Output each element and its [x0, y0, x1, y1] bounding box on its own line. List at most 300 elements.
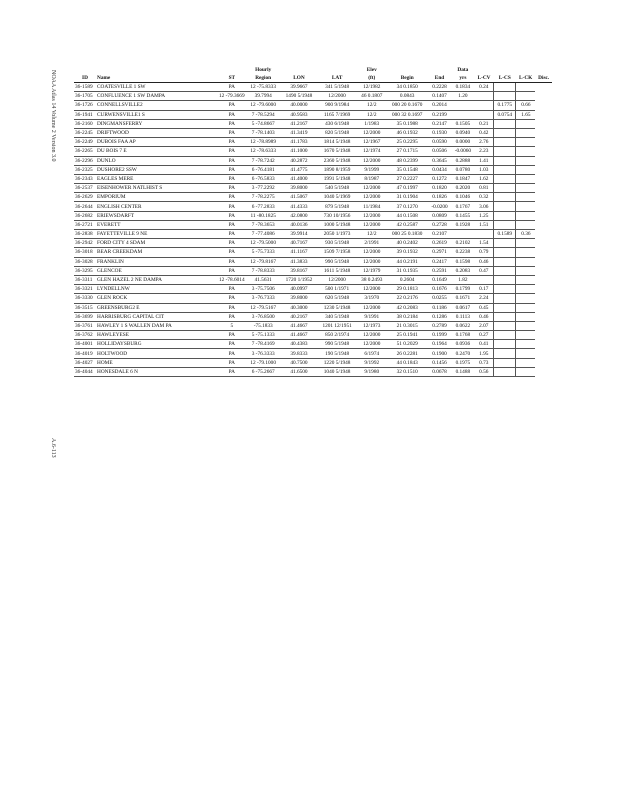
header-cell-top	[475, 66, 494, 74]
table-cell	[516, 193, 535, 202]
table-cell: HAWLEYESE	[96, 331, 218, 340]
table-cell: 0.24	[475, 83, 494, 92]
table-cell: -75.1833	[246, 321, 281, 330]
table-cell	[494, 312, 516, 321]
table-row	[74, 92, 552, 101]
table-cell	[516, 174, 535, 183]
table-cell: 2.07	[475, 321, 494, 330]
table-cell: 7 -78.2275	[246, 193, 281, 202]
table-cell: 12 -79.1000	[246, 358, 281, 367]
table-cell: 7 -78.7242	[246, 156, 281, 165]
table-cell: 25 0.2295	[387, 138, 428, 147]
table-cell: 12/2000	[357, 156, 387, 165]
table-cell: 36-2682	[74, 211, 96, 220]
table-cell: 11 -80.1825	[246, 211, 281, 220]
table-cell: 36-1705	[74, 92, 96, 101]
table-cell: 12/2000	[357, 220, 387, 229]
header-cell-top	[281, 66, 317, 74]
table-cell: 31 0.1935	[387, 266, 428, 275]
table-cell: 36-2265	[74, 147, 96, 156]
table-cell: 0.0754	[494, 110, 516, 119]
table-cell: 0.0809	[428, 211, 451, 220]
table-cell: 0.56	[475, 367, 494, 376]
table-cell: 11/1984	[357, 202, 387, 211]
table-cell: 0.47	[475, 266, 494, 275]
header-cell: LAT	[317, 74, 357, 83]
table-cell	[494, 321, 516, 330]
table-cell	[516, 147, 535, 156]
table-cell: 1.54	[475, 239, 494, 248]
table-cell: 31 0.1904	[387, 193, 428, 202]
table-cell	[516, 312, 535, 321]
header-cell-top: Elev	[366, 67, 377, 73]
table-cell: 0.1649	[428, 275, 451, 284]
table-cell: PA	[218, 266, 246, 275]
table-cell: 0.2728	[428, 220, 451, 229]
table-cell: 0.1928	[451, 220, 474, 229]
table-cell: HOLTWOOD	[96, 349, 218, 358]
table-cell: 0.1767	[451, 202, 474, 211]
table-cell: 39 0.1932	[387, 248, 428, 257]
table-cell: 36-2537	[74, 184, 96, 193]
table-cell: DRIFTWOOD	[96, 128, 218, 137]
table-cell: 40.0997	[281, 285, 317, 294]
table-cell: 36-3330	[74, 294, 96, 303]
table-cell: 0.41	[475, 340, 494, 349]
table-cell	[451, 101, 474, 110]
header-cell: Begin	[387, 74, 428, 83]
table-cell: 36-3028	[74, 257, 96, 266]
table-cell: 39.9667	[281, 83, 317, 92]
table-cell: PA	[218, 165, 246, 174]
header-cell-top	[387, 66, 428, 74]
table-cell: 12/2000	[357, 303, 387, 312]
table-cell: 0.2789	[428, 321, 451, 330]
table-cell	[516, 285, 535, 294]
table-cell: 0.1768	[451, 331, 474, 340]
table-cell: 37 0.1270	[387, 202, 428, 211]
table-cell: 36-1726	[74, 101, 96, 110]
table-cell: 12/2000	[317, 275, 357, 284]
table-cell: DINGMANSFERRY	[96, 119, 218, 128]
table-cell: PA	[218, 248, 246, 257]
table-cell: PA	[218, 110, 246, 119]
table-cell: 730 10/1956	[317, 211, 357, 220]
table-cell: 1890 8/1959	[317, 165, 357, 174]
table-cell: 1.41	[475, 156, 494, 165]
table-cell: 7 -77.4086	[246, 230, 281, 239]
table-cell: 7 -78.3653	[246, 220, 281, 229]
table-cell	[494, 211, 516, 220]
table-cell	[494, 193, 516, 202]
table-cell: 2.76	[475, 138, 494, 147]
table-cell: 36-2325	[74, 165, 96, 174]
table-cell: 12 -79.3669	[219, 93, 245, 100]
table-cell: 36-3762	[74, 331, 96, 340]
table-cell: 0.1964	[428, 340, 451, 349]
table-cell: 36-2296	[74, 156, 96, 165]
table-cell: 0.27	[475, 331, 494, 340]
table-cell: 27 0.2227	[387, 174, 428, 183]
table-cell: 12 -79.6000	[246, 101, 281, 110]
table-cell: 0.45	[475, 303, 494, 312]
table-cell: 0.2888	[451, 156, 474, 165]
header-cell-top	[96, 66, 218, 74]
table-cell: 46 0.1807	[357, 92, 387, 101]
table-cell: 0.1113	[451, 312, 474, 321]
table-cell: PA	[218, 119, 246, 128]
table-cell: HAWLEY 1 S WALLEN DAM PA	[96, 321, 218, 330]
table-cell	[451, 110, 474, 119]
header-cell-top: Data	[457, 67, 469, 73]
table-cell: PA	[218, 156, 246, 165]
table-cell: 12 -78.8989	[246, 138, 281, 147]
table-cell	[494, 138, 516, 147]
table-cell: 0.81	[475, 184, 494, 193]
table-cell	[494, 367, 516, 376]
table-cell	[516, 349, 535, 358]
table-row	[74, 312, 552, 321]
table-cell: 0.1589	[494, 230, 516, 239]
table-cell: 0.3645	[428, 156, 451, 165]
table-cell: BEAR CREEKDAM	[96, 248, 218, 257]
table-cell: 1991 5/1948	[317, 174, 357, 183]
table-cell: 9/1999	[357, 165, 387, 174]
table-cell: 0.0506	[428, 147, 451, 156]
table-cell	[451, 230, 474, 239]
table-cell: 51 0.2029	[387, 340, 428, 349]
table-cell	[516, 138, 535, 147]
table-cell: 340 5/1948	[317, 312, 357, 321]
table-cell: PA	[218, 285, 246, 294]
table-cell	[516, 294, 535, 303]
table-cell: COATESVILLE 1 SW	[96, 83, 218, 92]
table-cell: 12 -79.8167	[246, 257, 281, 266]
table-cell: 1.20	[451, 92, 474, 101]
table-cell: 1201 12/1951	[317, 321, 357, 330]
table-cell: 12/2000	[357, 193, 387, 202]
table-cell: 000 20 0.1670	[387, 101, 428, 110]
table-cell: 41.3833	[281, 257, 317, 266]
table-cell	[516, 303, 535, 312]
table-cell: 39.8000	[281, 184, 317, 193]
header-cell-top	[516, 66, 535, 74]
table-cell: GLENCOE	[96, 266, 218, 275]
table-cell: 0.1272	[428, 174, 451, 183]
table-cell: PA	[218, 83, 246, 92]
header-cell: yrs	[451, 74, 474, 83]
table-cell: 0.1834	[451, 83, 474, 92]
table-row	[74, 239, 552, 248]
table-cell: 36-4044	[74, 367, 96, 376]
table-cell	[516, 275, 535, 284]
table-cell: 0.1820	[428, 184, 451, 193]
table-cell	[516, 119, 535, 128]
table-cell: 0.2971	[428, 248, 451, 257]
table-cell: 36-3311	[74, 275, 96, 284]
table-row	[74, 202, 552, 211]
table-cell: 36-3321	[74, 285, 96, 294]
table-row	[74, 266, 552, 275]
table-cell: 1.65	[516, 110, 535, 119]
table-cell	[516, 367, 535, 376]
table-row	[74, 257, 552, 266]
table-cell: 40 0.2402	[387, 239, 428, 248]
table-cell: 1230 5/1948	[317, 303, 357, 312]
table-cell: 6/1974	[357, 349, 387, 358]
table-cell: 36-2644	[74, 202, 96, 211]
table-cell: 879 5/1948	[317, 202, 357, 211]
table-cell: 40.7500	[281, 358, 317, 367]
table-cell: 12/1979	[357, 266, 387, 275]
header-cell: L-CV	[475, 74, 494, 83]
table-cell: 0.1930	[428, 128, 451, 137]
table-cell	[516, 184, 535, 193]
table-row	[74, 165, 552, 174]
table-cell: 0.1046	[451, 193, 474, 202]
table-cell	[494, 331, 516, 340]
header-cell: ID	[74, 74, 96, 83]
table-cell	[494, 147, 516, 156]
table-cell: 0.36	[516, 230, 535, 239]
table-cell: 36-2942	[74, 239, 96, 248]
table-cell: 9/1980	[357, 367, 387, 376]
table-cell	[494, 119, 516, 128]
table-cell: 3 -76.7333	[246, 294, 281, 303]
table-cell: 0.0936	[451, 340, 474, 349]
table-cell: 3.06	[475, 202, 494, 211]
table-cell	[494, 285, 516, 294]
table-cell: 39.7994	[246, 92, 281, 101]
table-row	[74, 101, 552, 110]
table-cell: PA	[218, 303, 246, 312]
table-cell: 0.1286	[428, 312, 451, 321]
table-cell: 930 5/1948	[317, 239, 357, 248]
table-cell	[494, 266, 516, 275]
table-cell: EISENHOWER NATLHIST S	[96, 184, 218, 193]
table-cell: 0.1826	[428, 193, 451, 202]
table-row	[74, 340, 552, 349]
table-cell: 0.0434	[428, 165, 451, 174]
table-cell	[475, 92, 494, 101]
table-cell: FRANKLIN	[96, 257, 218, 266]
table-cell: 0.1975	[451, 358, 474, 367]
table-cell: 0.79	[475, 248, 494, 257]
table-cell	[516, 156, 535, 165]
header-cell: Disc.	[535, 74, 552, 83]
table-cell: 500 1/1971	[317, 285, 357, 294]
table-cell: PA	[218, 340, 246, 349]
table-cell: PA	[218, 193, 246, 202]
header-cell-top: Hourly	[255, 67, 272, 73]
table-cell: 1611 5/1948	[317, 266, 357, 275]
table-cell: 430 6/1948	[317, 119, 357, 128]
table-cell: PA	[218, 367, 246, 376]
table-cell: 12 -79.5000	[246, 239, 281, 248]
table-cell: FAYETTEVILLE 9 NE	[96, 230, 218, 239]
table-cell: 41.5631	[246, 275, 281, 284]
table-cell	[494, 248, 516, 257]
table-cell: 41.4333	[281, 202, 317, 211]
table-cell: 341 5/1948	[317, 83, 357, 92]
table-cell: 1.25	[475, 211, 494, 220]
table-cell: 5 -75.7333	[246, 248, 281, 257]
table-cell: 12/2000	[317, 92, 357, 101]
table-cell: 2.23	[475, 147, 494, 156]
table-cell: 36-3699	[74, 312, 96, 321]
table-cell: PA	[218, 184, 246, 193]
table-cell	[494, 358, 516, 367]
table-cell: 3 -76.3333	[246, 349, 281, 358]
table-cell: PA	[218, 331, 246, 340]
table-cell: 12/1967	[357, 138, 387, 147]
table-cell: 0.2604	[387, 275, 428, 284]
table-cell	[494, 303, 516, 312]
table-header-row	[74, 74, 552, 83]
table-cell: PA	[218, 138, 246, 147]
table-cell: 12/1973	[357, 321, 387, 330]
table-cell: 000 32 0.1697	[387, 110, 428, 119]
table-cell: PA	[218, 230, 246, 239]
table-cell: 27 0.1715	[387, 147, 428, 156]
table-cell: 44 0.1843	[387, 358, 428, 367]
table-cell: 12/2000	[357, 331, 387, 340]
table-cell: CURWENSVILLE1 S	[96, 110, 218, 119]
table-row	[74, 174, 552, 183]
table-cell	[516, 257, 535, 266]
table-cell: 12/2000	[357, 340, 387, 349]
table-cell: 5 -74.8667	[246, 119, 281, 128]
table-cell: 42 0.2083	[387, 303, 428, 312]
table-cell: HARRISBURG CAPITAL CIT	[96, 312, 218, 321]
table-cell: 41.4667	[281, 331, 317, 340]
table-cell	[516, 92, 535, 101]
table-cell: 1040 5/1948	[317, 367, 357, 376]
table-cell: 0.0000	[451, 138, 474, 147]
table-cell: 0.1455	[451, 211, 474, 220]
table-cell: 0.0590	[428, 138, 451, 147]
table-cell: 850 2/1974	[317, 331, 357, 340]
header-cell-top	[317, 66, 357, 74]
table-cell: PA	[218, 257, 246, 266]
table-cell: 0.1847	[451, 174, 474, 183]
table-cell: 1.03	[475, 165, 494, 174]
table-cell: 0.2619	[428, 239, 451, 248]
table-cell	[516, 321, 535, 330]
table-cell	[516, 202, 535, 211]
table-cell: 36-2838	[74, 230, 96, 239]
table-cell: 0.17	[475, 285, 494, 294]
vertical-document-label: NOAA Atlas 14 Volume 2 Version 3.0	[50, 70, 56, 162]
table-row	[74, 367, 552, 376]
table-cell	[475, 275, 494, 284]
table-cell: 36-4027	[74, 358, 96, 367]
table-row	[74, 193, 552, 202]
table-cell: PA	[218, 211, 246, 220]
table-cell: 1509 7/1958	[317, 248, 357, 257]
table-row	[74, 119, 552, 128]
table-cell: 0.2470	[451, 349, 474, 358]
table-cell: 2/1991	[357, 239, 387, 248]
table-cell: 0.1676	[428, 285, 451, 294]
table-cell	[516, 340, 535, 349]
table-cell: 12/2000	[357, 285, 387, 294]
table-cell: 9/1991	[357, 312, 387, 321]
table-row	[74, 184, 552, 193]
table-cell: 6 -76.5833	[246, 174, 281, 183]
table-cell: 41.1783	[281, 138, 317, 147]
table-cell: 0.1598	[451, 257, 474, 266]
table-cell: 1000 5/1948	[317, 220, 357, 229]
table-cell: GREENSBURG2 E	[96, 303, 218, 312]
table-cell: 12 -78.6333	[246, 147, 281, 156]
table-row	[74, 248, 552, 257]
table-cell: HONESDALE 6 N	[96, 367, 218, 376]
table-cell: 0.21	[475, 119, 494, 128]
table-cell: 12/2000	[357, 257, 387, 266]
table-cell	[516, 331, 535, 340]
table-cell	[494, 349, 516, 358]
table-row	[74, 128, 552, 137]
table-cell	[494, 156, 516, 165]
table-header-row-top	[74, 66, 552, 74]
table-cell: 0.1505	[451, 119, 474, 128]
table-cell	[494, 184, 516, 193]
table-cell: 12/2	[357, 101, 387, 110]
table-cell: 7 -78.5294	[246, 110, 281, 119]
table-cell: PA	[218, 174, 246, 183]
table-cell: PA	[218, 101, 246, 110]
table-cell: 12/2000	[357, 128, 387, 137]
table-cell	[516, 165, 535, 174]
table-cell: 36-3018	[74, 248, 96, 257]
table-cell: 0.1900	[428, 349, 451, 358]
table-cell: 540 5/1948	[317, 184, 357, 193]
table-cell: 36-4019	[74, 349, 96, 358]
table-cell: GLEN ROCK	[96, 294, 218, 303]
table-cell: CONNELLSVILLE2	[96, 101, 218, 110]
table-cell: 0.1799	[451, 285, 474, 294]
table-row	[74, 358, 552, 367]
table-cell: 36-3295	[74, 266, 96, 275]
table-cell: 2360 5/1948	[317, 156, 357, 165]
table-cell: 1.62	[475, 174, 494, 183]
table-cell: 36-1941	[74, 110, 96, 119]
table-cell: ENGLISH CENTER	[96, 202, 218, 211]
table-cell: 41.1000	[281, 147, 317, 156]
table-cell: 12 -79.5167	[246, 303, 281, 312]
table-cell: 12/1982	[357, 83, 387, 92]
table-row	[74, 285, 552, 294]
table-cell: 1490 5/1948	[281, 92, 317, 101]
table-cell: 190 5/1948	[317, 349, 357, 358]
table-cell: 0.1456	[428, 358, 451, 367]
table-cell: 0.46	[475, 257, 494, 266]
table-cell: 12/2	[357, 110, 387, 119]
table-cell: 36-1589	[74, 83, 96, 92]
table-row	[74, 147, 552, 156]
table-cell: 36-2343	[74, 174, 96, 183]
table-cell: PA	[218, 220, 246, 229]
table-row	[74, 349, 552, 358]
table-cell	[494, 220, 516, 229]
table-cell: 0.1671	[451, 294, 474, 303]
table-cell: 42 0.2587	[387, 220, 428, 229]
table-cell: 3 -77.2292	[246, 184, 281, 193]
table-cell	[494, 174, 516, 183]
table-cell: 36-2160	[74, 119, 96, 128]
table-cell: 32 0.1510	[387, 367, 428, 376]
